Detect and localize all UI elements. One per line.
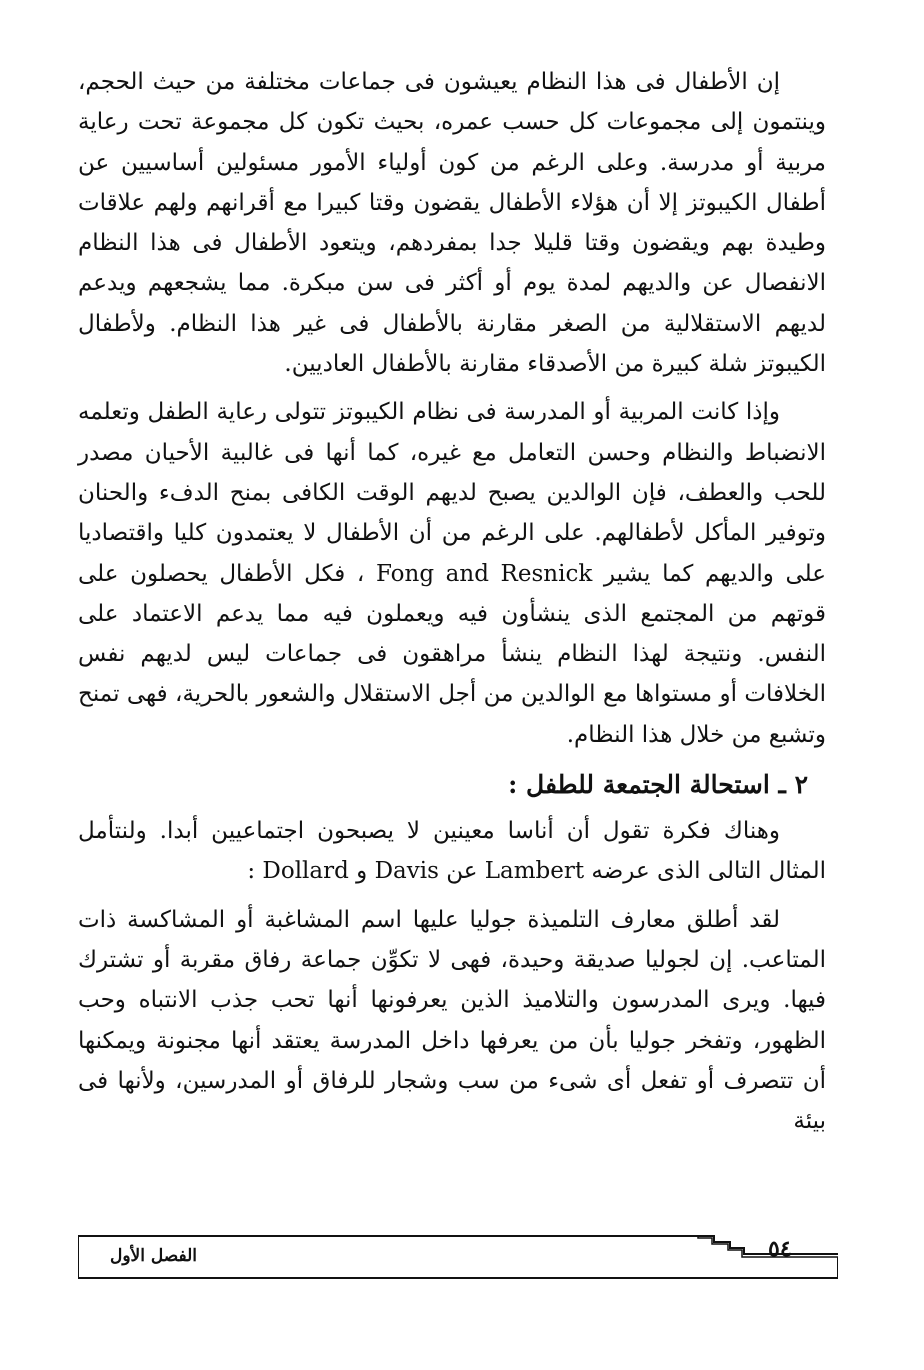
page-footer <box>78 1228 838 1280</box>
paragraph-kibbutz-groups: إن الأطفال فى هذا النظام يعيشون فى جماعات مختلفة من حيث الحجم، وينتمون إلى مجموعات كل حسب عمره، بحيث تكون كل مجموعة تحت رعاية مربية أو مدرسة. وعلى الرغم من كون أولياء الأمور مسئولين أساسيين عن أطفال الكيبوتز إلا أن هؤلاء الأطفال يقضون وقتا كبيرا مع أقرانهم ولهم علاقات وطيدة بهم ويقضون وقتا قليلا جدا بمفردهم، ويتعود الأطفال فى هذا النظام الانفصال عن والديهم لمدة يوم أو أكثر فى سن مبكرة. مما يشجعهم ويدعم لديهم الاستقلالية من الصغر مقارنة بالأطفال فى غير هذا النظام. ولأطفال الكيبوتز شلة كبيرة من الأصدقاء مقارنة بالأطفال العاديين. <box>78 69 826 378</box>
paragraph-julia-example: لقد أطلق معارف التلميذة جوليا عليها اسم المشاغبة أو المشاكسة ذات المتاعب. إن لجوليا صديقة وحيدة، فهى لا تكوِّن جماعة رفاق مقربة أو تشترك فيها. ويرى المدرسون والتلاميذ الذين يعرفونها أنها تحب جذب الانتباه وحب الظهور، وتفخر جوليا بأن من يعرفها داخل المدرسة يعتقد أنها مجنونة ويمكنها أن تتصرف أو تفعل أى شىء من سب وشجار للرفاق أو المدرسين، ولأنها فى بيئة <box>78 906 826 1135</box>
paragraph-unsocializable-idea: وهناك فكرة تقول أن أناسا معينين لا يصبحون اجتماعيين أبدا. ولنتأمل المثال التالى الذى عرضه Lambert عن Davis و Dollard : <box>78 818 826 885</box>
page-number: ٥٤ <box>768 1236 792 1262</box>
paragraph-caregiver-role: وإذا كانت المربية أو المدرسة فى نظام الكيبوتز تتولى رعاية الطفل وتعلمه الانضباط والنظام وحسن التعامل مع غيره، كما أنها فى غالبية الأحيان مصدر للحب والعطف، فإن الوالدين يصبح لديهم الوقت الكافى بمنح الدفء والحنان وتوفير المأكل لأطفالهم. على الرغم من أن الأطفال لا يعتمدون كليا واقتصاديا على والديهم كما يشير Fong and Resnick ، فكل الأطفال يحصلون على قوتهم من المجتمع الذى ينشأون فيه ويعملون فيه مما يدعم الاعتماد على النفس. ونتيجة لهذا النظام ينشأ مراهقون فى جماعات ليس لديهم نفس الخلافات أو مستواها مع الوالدين من أجل الاستقلال والشعور بالحرية، فهى تمنح وتشبع من خلال هذا النظام. <box>78 399 826 748</box>
page-body <box>78 62 826 1141</box>
chapter-label: الفصل الأول <box>110 1246 198 1266</box>
section-heading: ٢ ـ استحالة الجتمعة للطفل : <box>508 770 808 800</box>
